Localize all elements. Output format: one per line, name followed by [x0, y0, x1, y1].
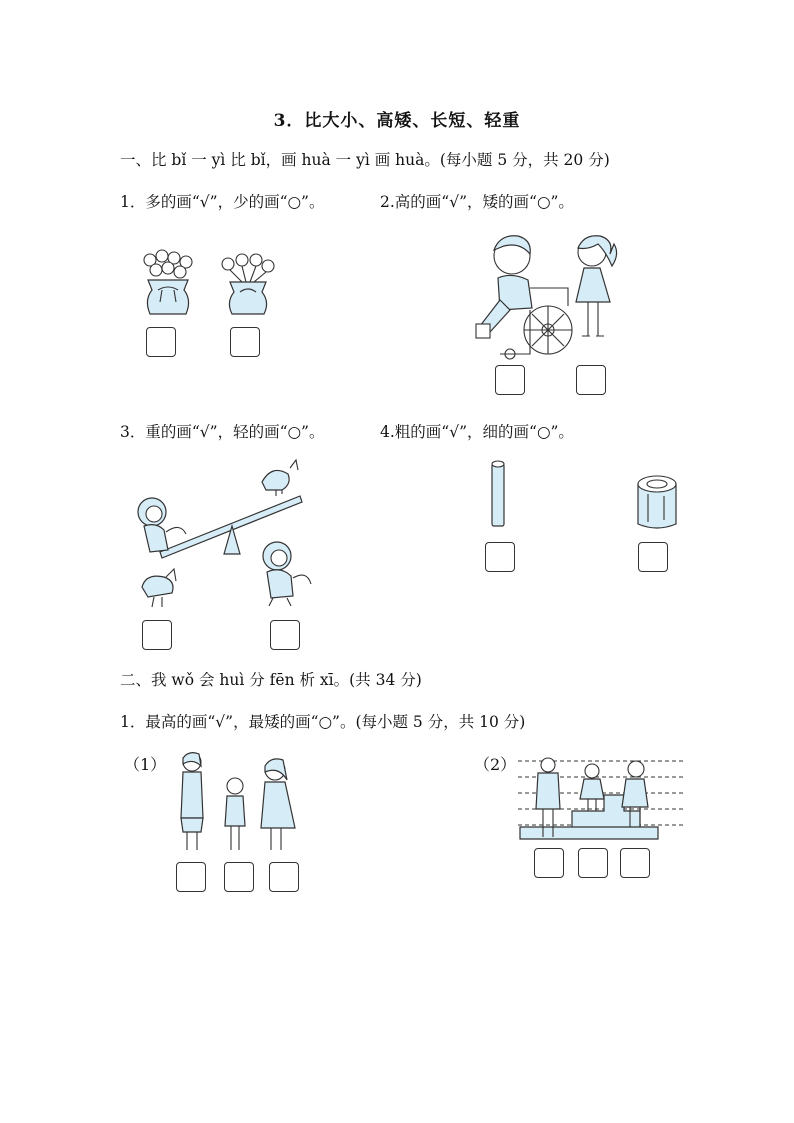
answer-box-q3-right[interactable] [270, 620, 300, 650]
thick-log-illustration [636, 474, 678, 530]
height-comparison-steps-illustration [518, 755, 683, 845]
answer-box-q2-right[interactable] [576, 365, 606, 395]
subquestion-2-label: （2） [474, 755, 517, 774]
subquestion-1-label: （1） [124, 755, 167, 774]
answer-box-q3-left[interactable] [142, 620, 172, 650]
answer-box-s2-1-b[interactable] [224, 862, 254, 892]
answer-box-q4-left[interactable] [485, 542, 515, 572]
three-children-illustration [175, 750, 305, 860]
question3-text: 3．重的画“√”，轻的画“○”。 [120, 423, 325, 441]
section1-heading: 一、比 bǐ 一 yì 比 bǐ，画 huà 一 yì 画 huà。(每小题 5 分，共 20 分) [120, 151, 610, 169]
answer-box-s2-2-c[interactable] [620, 848, 650, 878]
section2-question1-text: 1．最高的画“√”，最矮的画“○”。(每小题 5 分，共 10 分) [120, 713, 526, 731]
section2-heading: 二、我 wǒ 会 huì 分 fēn 析 xī。(共 34 分) [120, 671, 422, 689]
answer-box-s2-2-a[interactable] [534, 848, 564, 878]
answer-box-q1-right[interactable] [230, 327, 260, 357]
question4-text: 4.粗的画“√”，细的画“○”。 [380, 423, 574, 441]
flower-bouquet-small-illustration [218, 250, 278, 322]
girl-illustration [570, 232, 620, 344]
question1-text: 1．多的画“√”，少的画“○”。 [120, 193, 325, 211]
page-title: 3．比大小、高矮、长短、轻重 [273, 111, 521, 131]
boy-in-wheelchair-illustration [470, 230, 575, 360]
answer-box-q4-right[interactable] [638, 542, 668, 572]
answer-box-s2-1-c[interactable] [269, 862, 299, 892]
answer-box-s2-2-b[interactable] [578, 848, 608, 878]
answer-box-q1-left[interactable] [146, 327, 176, 357]
flower-bouquet-large-illustration [138, 248, 198, 323]
monkey-illustration [255, 540, 315, 608]
thin-rod-illustration [490, 460, 506, 530]
answer-box-q2-left[interactable] [495, 365, 525, 395]
hen-illustration [136, 565, 182, 609]
answer-box-s2-1-a[interactable] [176, 862, 206, 892]
question2-text: 2.高的画“√”，矮的画“○”。 [380, 193, 574, 211]
